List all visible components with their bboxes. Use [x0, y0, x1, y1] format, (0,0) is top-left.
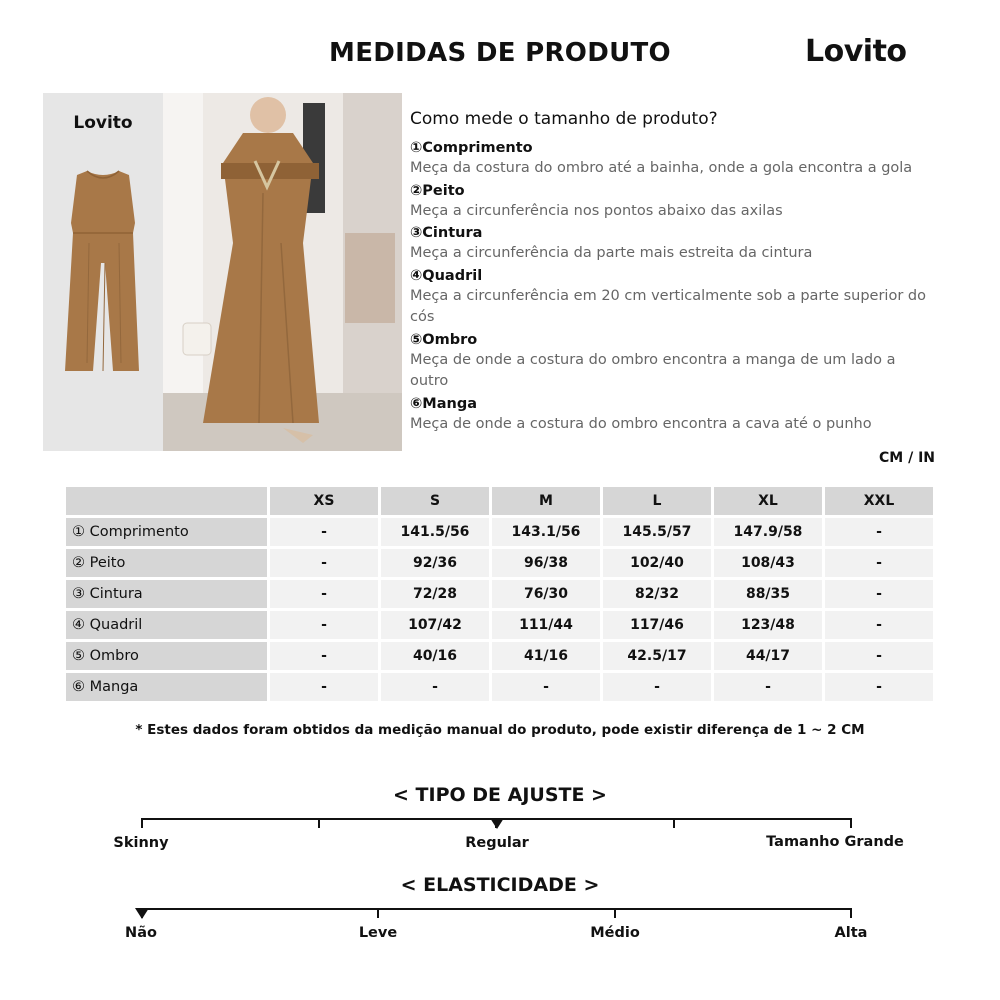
row-label: ⑤ Ombro: [66, 642, 267, 670]
guide-text: Meça a circunferência da parte mais estreita da cintura: [410, 245, 813, 261]
size-column-header: XXL: [825, 487, 933, 515]
guide-item-length: [410, 138, 930, 180]
table-header-row: [66, 487, 933, 515]
elasticity-label-high: Alta: [834, 925, 868, 941]
elasticity-label-light: Leve: [358, 925, 398, 941]
table-cell: -: [270, 549, 378, 577]
table-cell: 108/43: [714, 549, 822, 577]
elasticity-scale-line: [141, 908, 852, 910]
table-cell: 123/48: [714, 611, 822, 639]
table-cell: 41/16: [492, 642, 600, 670]
fit-scale-tick: [141, 818, 143, 828]
guide-item-waist: [410, 223, 930, 265]
guide-heading: ④Quadril: [410, 267, 483, 284]
table-cell: -: [825, 642, 933, 670]
row-label: ④ Quadril: [66, 611, 267, 639]
table-row: [66, 580, 933, 608]
table-cell: 111/44: [492, 611, 600, 639]
size-column-header: S: [381, 487, 489, 515]
fit-label-skinny: Skinny: [113, 835, 169, 851]
product-model-photo: [163, 93, 402, 451]
table-cell: -: [825, 518, 933, 546]
elasticity-label-medium: Médio: [590, 925, 640, 941]
table-cell: -: [270, 611, 378, 639]
table-cell: -: [492, 673, 600, 701]
table-cell: -: [825, 549, 933, 577]
table-row: [66, 673, 933, 701]
guide-item-chest: [410, 181, 930, 223]
table-cell: -: [270, 642, 378, 670]
guide-text: Meça de onde a costura do ombro encontra a manga de um lado a outro: [410, 351, 896, 389]
table-cell: -: [714, 673, 822, 701]
product-flat-image: [43, 93, 163, 451]
elasticity-label-none: Não: [125, 925, 157, 941]
guide-text: Meça de onde a costura do ombro encontra a cava até o punho: [410, 415, 872, 432]
table-cell: 117/46: [603, 611, 711, 639]
table-cell: -: [270, 518, 378, 546]
table-cell: 143.1/56: [492, 518, 600, 546]
measurement-note: * Estes dados foram obtidos da medição manual do produto, pode existir diferença de 1 ~ 2 CM: [135, 722, 865, 738]
guide-item-shoulder: [410, 330, 930, 393]
table-cell: -: [270, 580, 378, 608]
table-cell: 88/35: [714, 580, 822, 608]
table-cell: 145.5/57: [603, 518, 711, 546]
table-corner-cell: [66, 487, 267, 515]
table-row: [66, 642, 933, 670]
table-row: [66, 611, 933, 639]
image-brand-logo: Lovito: [73, 113, 133, 133]
brand-logo: Lovito: [805, 34, 907, 69]
guide-heading: ⑤Ombro: [410, 331, 478, 348]
jumpsuit-flat-illustration: [43, 93, 163, 451]
measurement-guide: [410, 108, 930, 436]
table-cell: 82/32: [603, 580, 711, 608]
table-cell: 107/42: [381, 611, 489, 639]
fit-indicator-marker: [490, 818, 504, 829]
guide-heading: ②Peito: [410, 182, 465, 199]
elasticity-scale-tick: [377, 908, 379, 918]
guide-heading: ③Cintura: [410, 225, 483, 241]
table-cell: -: [381, 673, 489, 701]
fit-scale-title: < TIPO DE AJUSTE >: [393, 784, 607, 806]
table-cell: -: [825, 611, 933, 639]
guide-item-sleeve: [410, 394, 930, 436]
table-cell: -: [825, 673, 933, 701]
guide-item-hip: [410, 266, 930, 329]
guide-heading: ⑥Manga: [410, 395, 477, 412]
fit-label-regular: Regular: [465, 835, 529, 851]
elasticity-scale-tick: [850, 908, 852, 918]
table-cell: 40/16: [381, 642, 489, 670]
page-title: MEDIDAS DE PRODUTO: [329, 38, 671, 68]
size-column-header: M: [492, 487, 600, 515]
table-cell: 44/17: [714, 642, 822, 670]
guide-text: Meça a circunferência nos pontos abaixo das axilas: [410, 202, 783, 219]
table-cell: -: [270, 673, 378, 701]
table-cell: -: [825, 580, 933, 608]
size-column-header: L: [603, 487, 711, 515]
size-table: [63, 484, 936, 704]
fit-label-oversize: Tamanho Grande: [766, 834, 904, 850]
elasticity-scale-tick: [614, 908, 616, 918]
guide-heading: ①Comprimento: [410, 140, 533, 156]
table-cell: 147.9/58: [714, 518, 822, 546]
fit-scale-tick: [850, 818, 852, 828]
fit-scale-tick: [673, 818, 675, 828]
size-column-header: XS: [270, 487, 378, 515]
row-label: ② Peito: [66, 549, 267, 577]
table-cell: 92/36: [381, 549, 489, 577]
model-photo-illustration: [163, 93, 402, 451]
table-cell: 102/40: [603, 549, 711, 577]
table-cell: 141.5/56: [381, 518, 489, 546]
elasticity-scale-title: < ELASTICIDADE >: [400, 874, 600, 896]
row-label: ③ Cintura: [66, 580, 267, 608]
guide-text: Meça a circunferência em 20 cm verticalmente sob a parte superior do cós: [410, 287, 926, 325]
row-label: ⑥ Manga: [66, 673, 267, 701]
table-row: [66, 549, 933, 577]
elasticity-indicator-marker: [135, 908, 149, 919]
table-cell: 42.5/17: [603, 642, 711, 670]
table-cell: 72/28: [381, 580, 489, 608]
unit-label: CM / IN: [879, 450, 935, 466]
fit-scale-tick: [318, 818, 320, 828]
guide-question: Como mede o tamanho de produto?: [410, 109, 718, 129]
guide-text: Meça da costura do ombro até a bainha, onde a gola encontra a gola: [410, 160, 913, 176]
table-cell: 76/30: [492, 580, 600, 608]
table-cell: -: [603, 673, 711, 701]
size-column-header: XL: [714, 487, 822, 515]
table-cell: 96/38: [492, 549, 600, 577]
table-row: [66, 518, 933, 546]
row-label: ① Comprimento: [66, 518, 267, 546]
